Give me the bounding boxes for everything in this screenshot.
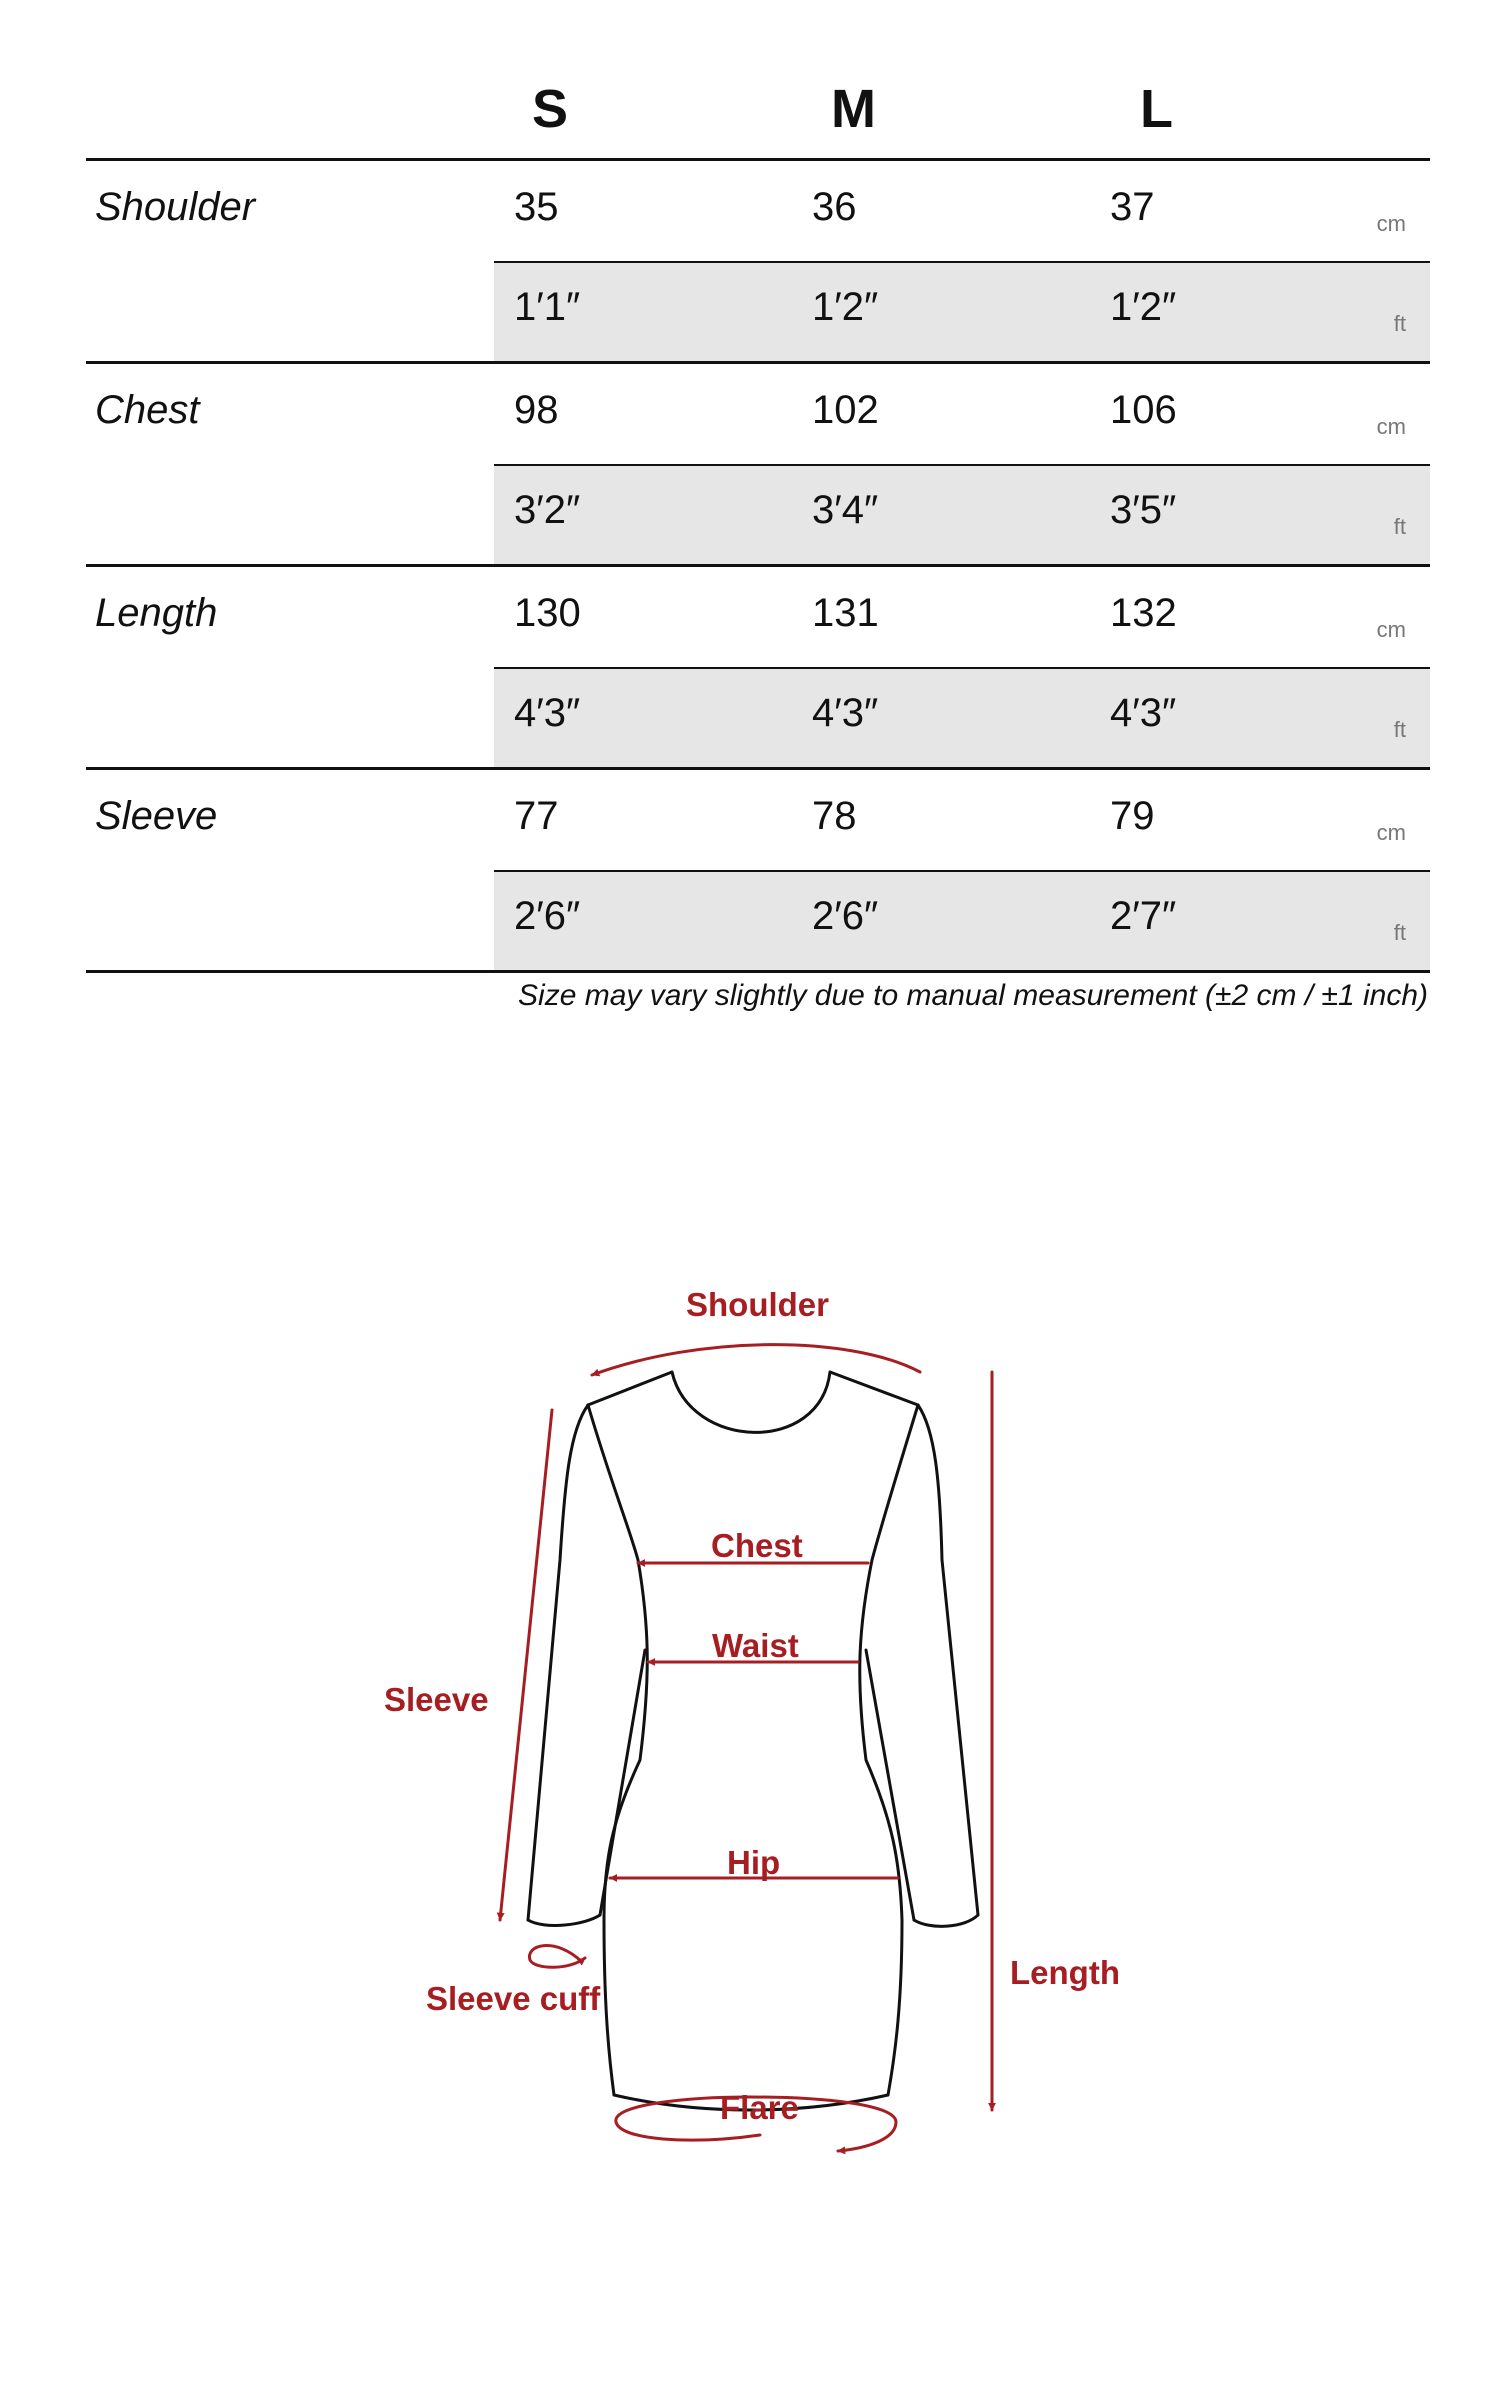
ft-row [494,464,1430,564]
value-m-cm: 36 [812,185,857,229]
value-m-cm: 102 [812,388,879,432]
value-l-cm: 79 [1110,794,1155,838]
label-hip: Hip [727,1844,781,1881]
right-cuff [914,1915,978,1926]
value-l-cm: 106 [1110,388,1177,432]
value-s-cm: 98 [514,388,559,432]
value-s-ft: 2′6″ [514,894,581,938]
left-sleeve-outer [528,1405,588,1920]
value-l-ft: 1′2″ [1110,285,1177,329]
measurement-diagram [0,1200,1500,2200]
value-s-cm: 77 [514,794,559,838]
right-sleeve-outer [918,1405,978,1915]
measurement-length [86,567,1430,770]
value-s-ft: 3′2″ [514,488,581,532]
measurement-name: Shoulder [95,185,256,229]
ft-row [494,261,1430,361]
ft-row [494,667,1430,767]
unit-cm: cm [1376,414,1406,439]
size-header-row [86,0,1430,161]
measurement-name: Sleeve [95,794,218,838]
unit-cm: cm [1376,820,1406,845]
value-m-ft: 3′4″ [812,488,879,532]
unit-cm: cm [1376,211,1406,236]
label-sleeve: Sleeve [384,1681,489,1718]
dress-illustration [0,1200,1500,2200]
value-m-ft: 1′2″ [812,285,879,329]
measurement-name: Chest [95,388,200,432]
right-shoulder-line [830,1372,918,1405]
value-s-cm: 35 [514,185,559,229]
value-l-cm: 132 [1110,591,1177,635]
value-l-cm: 37 [1110,185,1155,229]
value-s-ft: 4′3″ [514,691,581,735]
size-header-m: M [831,79,876,139]
measurement-note: Size may vary slightly due to manual measurement (±2 cm / ±1 inch) [518,979,1428,1012]
unit-ft: ft [1393,920,1406,945]
unit-ft: ft [1393,311,1406,336]
neckline [672,1372,830,1432]
measurement-chest [86,364,1430,567]
value-l-ft: 2′7″ [1110,894,1177,938]
label-chest: Chest [711,1527,803,1564]
ft-row [494,870,1430,970]
value-m-ft: 4′3″ [812,691,879,735]
measurement-sleeve [86,770,1430,973]
value-m-cm: 131 [812,591,879,635]
size-header-l: L [1140,79,1173,139]
cm-row [494,364,1430,464]
measurement-shoulder [86,161,1430,364]
value-m-ft: 2′6″ [812,894,879,938]
left-shoulder-line [588,1372,672,1405]
cm-row [494,567,1430,667]
size-header-s: S [532,79,569,139]
value-l-ft: 3′5″ [1110,488,1177,532]
cm-row [494,161,1430,261]
value-s-ft: 1′1″ [514,285,581,329]
unit-ft: ft [1393,717,1406,742]
shoulder-arrow [592,1345,920,1375]
label-flare: Flare [720,2089,799,2126]
size-table [86,0,1430,973]
value-l-ft: 4′3″ [1110,691,1177,735]
label-shoulder: Shoulder [686,1286,830,1323]
label-sleeve-cuff: Sleeve cuff [426,1980,601,2017]
unit-ft: ft [1393,514,1406,539]
value-m-cm: 78 [812,794,857,838]
sleeve-arrow [500,1410,552,1920]
unit-cm: cm [1376,617,1406,642]
value-s-cm: 130 [514,591,581,635]
measurement-arrows [500,1345,992,2151]
label-length: Length [1010,1954,1120,1991]
left-cuff [528,1915,600,1925]
measurement-name: Length [95,591,218,635]
right-body-side [860,1405,918,2095]
label-waist: Waist [712,1627,799,1664]
cm-row [494,770,1430,870]
sleeve-cuff-arrow [529,1946,585,1968]
